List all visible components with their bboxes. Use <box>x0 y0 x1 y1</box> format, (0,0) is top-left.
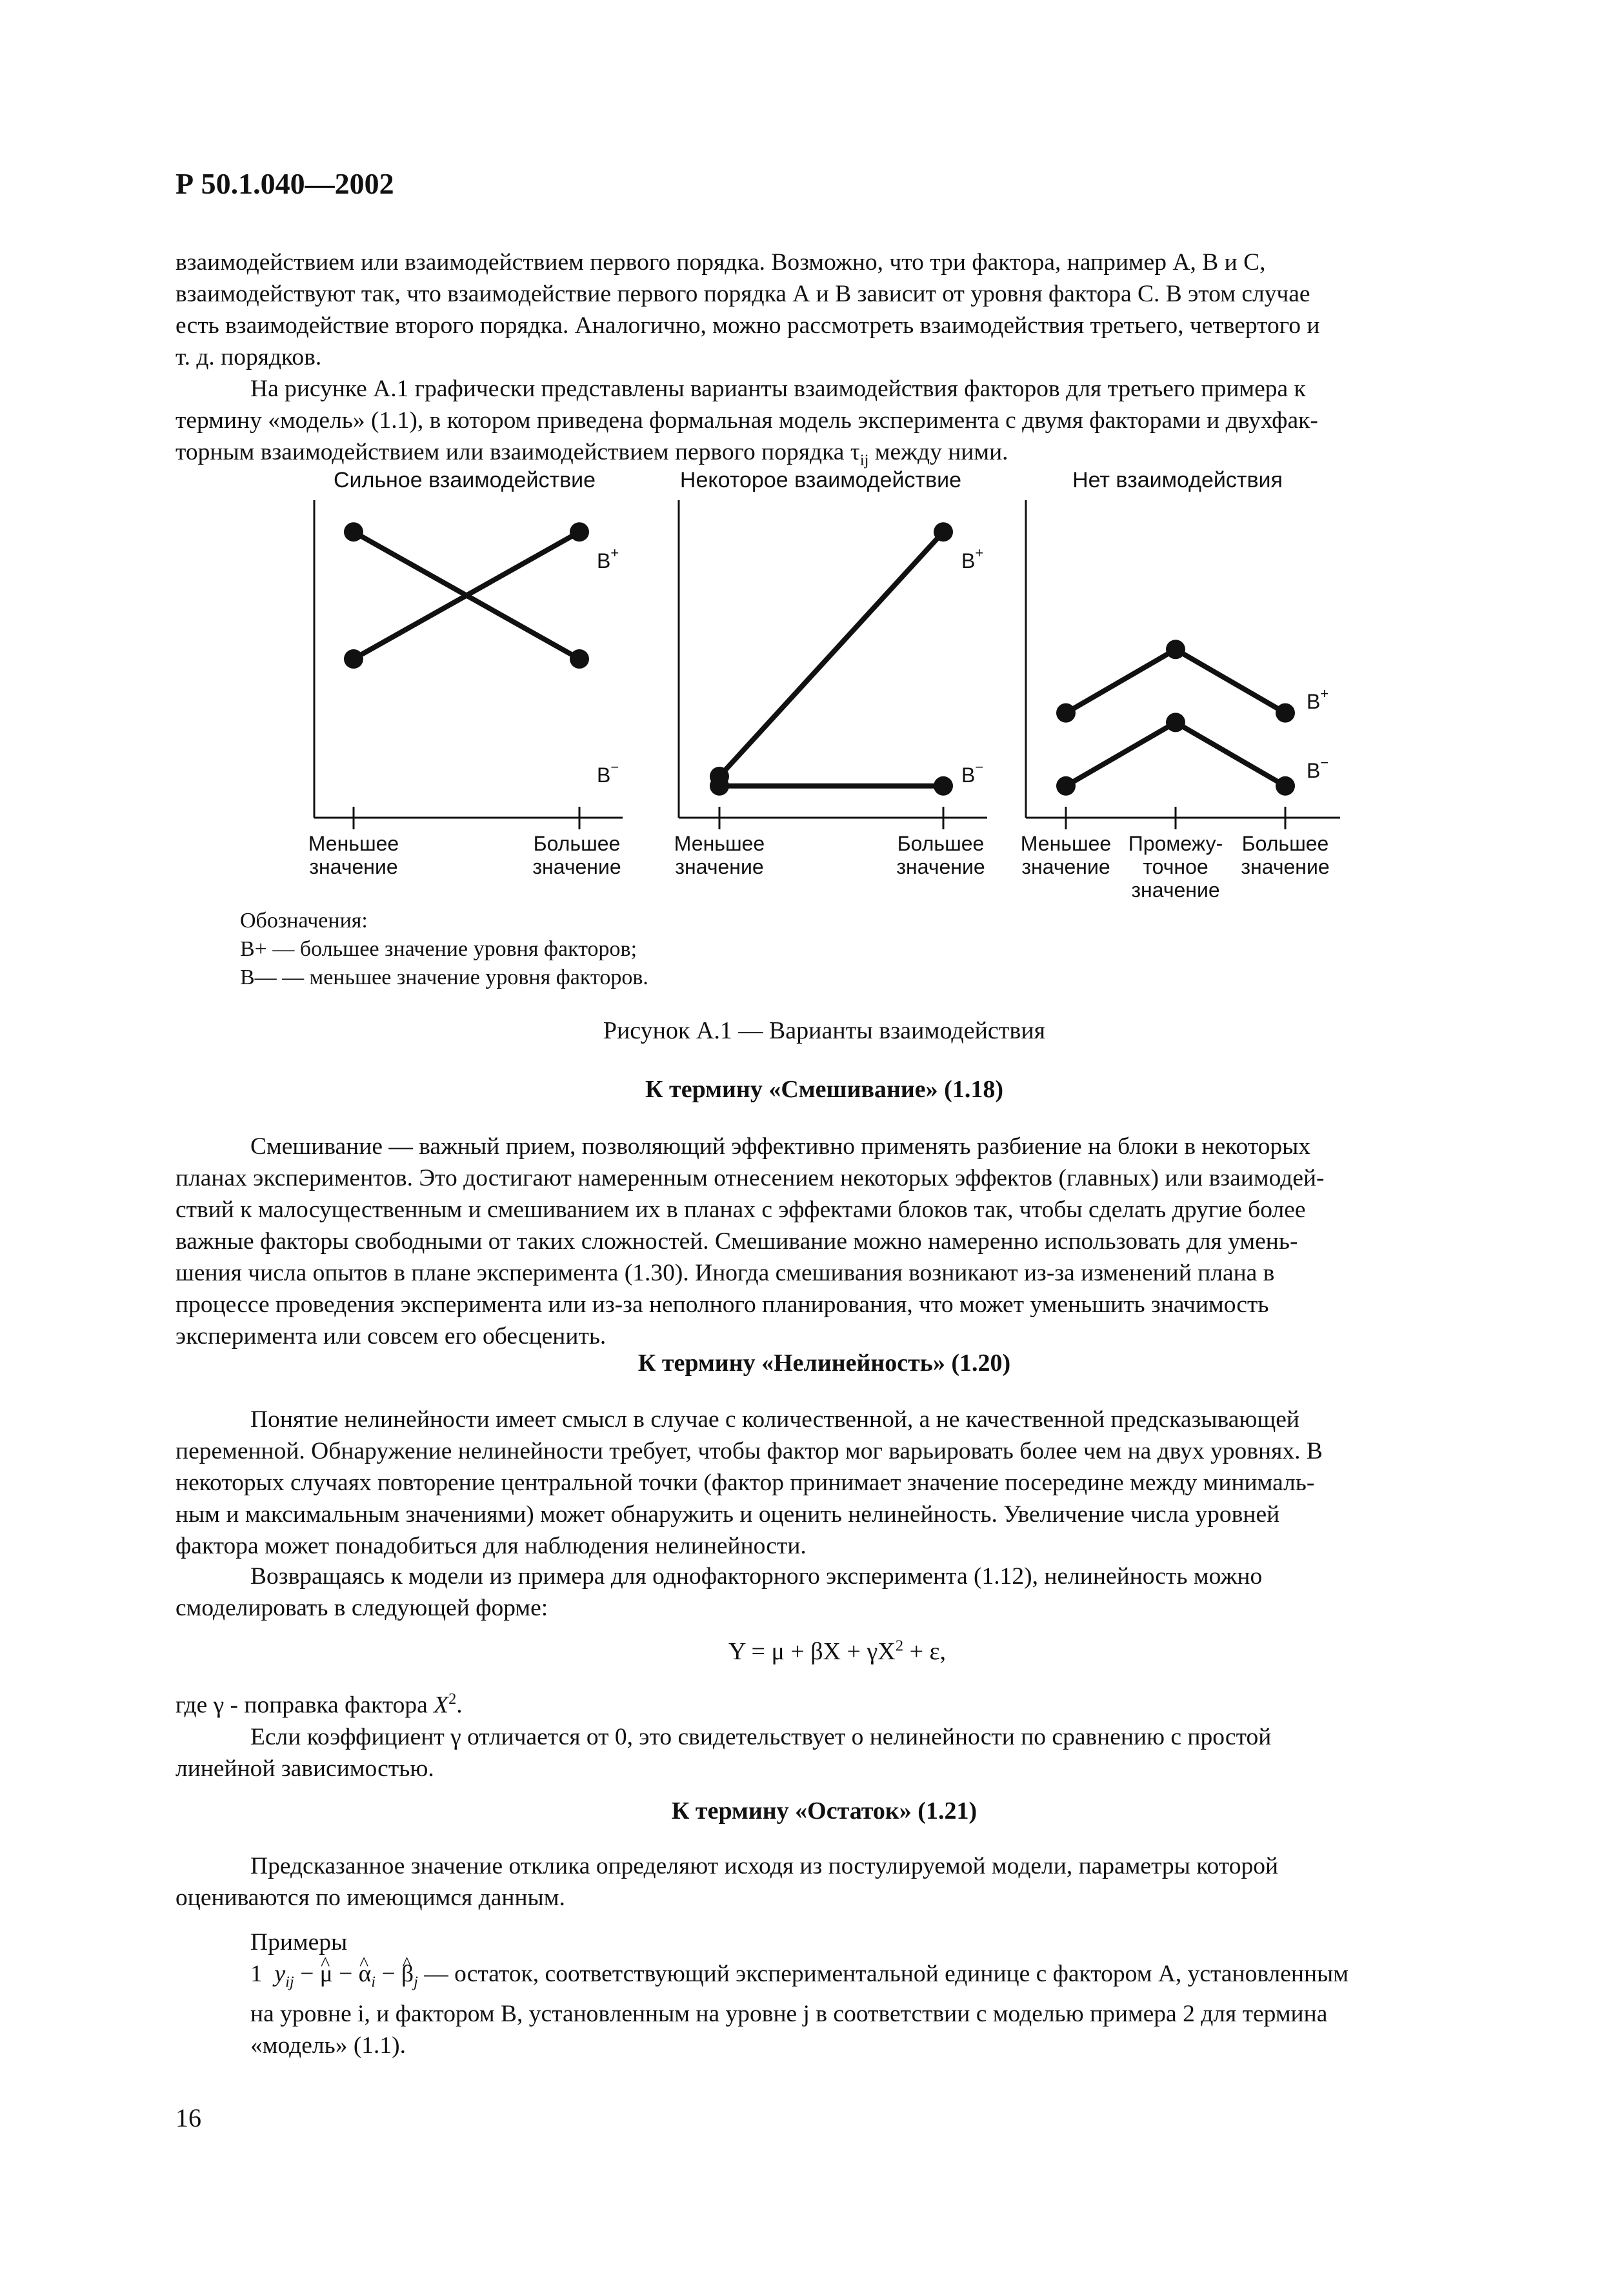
text-line: Понятие нелинейности имеет смысл в случае с количественной, а не качественной предсказывающей <box>250 1406 1299 1433</box>
text-line: где γ - поправка фактора $X^2$. <box>175 1690 463 1719</box>
text-line: На рисунке А.1 графически представлены варианты взаимодействия факторов для третьего примера к <box>250 376 1306 402</box>
data-point <box>1276 776 1295 796</box>
examples-label: Примеры <box>250 1929 348 1956</box>
x-label: значение <box>1241 855 1330 878</box>
data-point <box>570 522 589 541</box>
text-line: смоделировать в следующей форме: <box>175 1595 548 1621</box>
paragraph-mixing <box>175 1131 1473 1352</box>
x-label: значение <box>309 855 398 878</box>
chart-title-strong: Сильное взаимодействие <box>333 468 596 492</box>
text-line: взаимодействием или взаимодействием первого порядка. Возможно, что три фактора, например А, В и С, <box>175 249 1266 276</box>
data-point <box>1056 703 1076 723</box>
series-label-plus: B+ <box>961 545 984 572</box>
data-point <box>1166 640 1185 659</box>
text-line: Если коэффициент γ отличается от 0, это свидетельствует о нелинейности по сравнению с простой <box>250 1723 1272 1750</box>
figure-legend <box>240 907 648 992</box>
data-point <box>1276 703 1295 723</box>
example-line: «модель» (1.1). <box>250 2032 406 2059</box>
x-label: Меньшее <box>308 832 399 855</box>
text-line: ным и максимальным значениями) может обнаружить и оценить нелинейность. Увеличение числа уровней <box>175 1501 1280 1528</box>
text-line: оцениваются по имеющимся данным. <box>175 1885 565 1911</box>
text-line: важные факторы свободными от таких сложностей. Смешивание можно намеренно использовать для умень- <box>175 1228 1298 1255</box>
legend-item: B+ — большее значение уровня факторов; <box>240 937 637 961</box>
text-line: шения числа опытов в плане эксперимента (1.30). Иногда смешивания возникают из-за изменений плана в <box>175 1260 1275 1286</box>
series-label-plus: B+ <box>597 545 619 572</box>
text-line: ствий к малосущественным и смешиванием их в планах с эффектами блоков так, чтобы сделать другие более <box>175 1197 1306 1223</box>
x-label: Большее <box>533 832 621 855</box>
x-label: точное <box>1143 855 1208 878</box>
data-point <box>344 522 363 541</box>
legend-item: B— — меньшее значение уровня факторов. <box>240 966 648 989</box>
interaction-figure <box>0 0 1624 916</box>
text-line: взаимодействуют так, что взаимодействие первого порядка А и В зависит от уровня фактора С. В этом случае <box>175 281 1310 307</box>
x-label: Большее <box>897 832 985 855</box>
x-label: значение <box>1131 878 1220 902</box>
x-label: значение <box>532 855 621 878</box>
paragraph-model-form <box>175 1561 1473 1624</box>
formula-nonlinear: $Y = \mu + \beta X + \gamma X^2 + \varepsilon$, <box>728 1637 946 1665</box>
x-label: значение <box>896 855 985 878</box>
data-point <box>934 776 953 796</box>
paragraph-nonlinearity <box>175 1404 1473 1562</box>
series-label-minus: B− <box>1307 754 1329 782</box>
text-line: линейной зависимостью. <box>175 1755 434 1782</box>
page-number: 16 <box>175 2103 201 2132</box>
text-line: т. д. порядков. <box>175 344 322 370</box>
x-label: значение <box>675 855 764 878</box>
section-heading-mixing: К термину «Смешивание» (1.18) <box>645 1076 1003 1103</box>
series-label-minus: B− <box>597 759 619 787</box>
text-line: есть взаимодействие второго порядка. Аналогично, можно рассмотреть взаимодействия третьего, четвертого и <box>175 312 1320 339</box>
text-line: планах экспериментов. Это достигают намеренным отнесением некоторых эффектов (главных) или взаимодей- <box>175 1165 1325 1191</box>
paragraph-residual <box>175 1850 1473 1914</box>
series-label-plus: B+ <box>1307 685 1329 713</box>
data-point <box>710 776 729 796</box>
x-label: значение <box>1021 855 1110 878</box>
example-line: 1 $y_{ij}$ − ^ μ − ^ $\alpha_i$ − ^ $\beta_j$ — остаток, соответствующий экспериментальной единице с фактором А, установленным <box>250 1958 1473 1998</box>
data-point <box>570 649 589 669</box>
chart-title-some: Некоторое взаимодействие <box>679 468 962 492</box>
paragraph-where <box>175 1683 1473 1785</box>
text-line: термину «модель» (1.1), в котором приведена формальная модель эксперимента с двумя факторами и двухфак- <box>175 407 1318 434</box>
text-line: процессе проведения эксперимента или из-за неполного планирования, что может уменьшить значимость <box>175 1291 1269 1318</box>
figure-caption: Рисунок А.1 — Варианты взаимодействия <box>603 1017 1046 1044</box>
data-point <box>1056 776 1076 796</box>
text-line: переменной. Обнаружение нелинейности требует, чтобы фактор мог варьировать более чем на двух уровнях. В <box>175 1438 1323 1464</box>
data-point <box>344 649 363 669</box>
text-line: эксперимента или совсем его обесценить. <box>175 1323 606 1350</box>
section-heading-residual: К термину «Остаток» (1.21) <box>671 1797 977 1825</box>
text-line: торным взаимодействием или взаимодействием первого порядка $\tau_{ij}$ между ними. <box>175 439 1008 469</box>
examples-block <box>250 1926 1473 2061</box>
example-line: на уровне i, и фактором В, установленным на уровне j в соответствии с моделью примера 2 для термина <box>250 2000 1328 2027</box>
text-line: Предсказанное значение отклика определяют исходя из постулируемой модели, параметры которой <box>250 1853 1279 1879</box>
section-heading-nonlinearity: К термину «Нелинейность» (1.20) <box>637 1350 1011 1377</box>
series-label-minus: B− <box>961 759 984 787</box>
document-code: Р 50.1.040—2002 <box>175 167 394 200</box>
x-label: Большее <box>1241 832 1329 855</box>
series-line-some-plus <box>719 532 943 776</box>
x-label: Меньшее <box>1020 832 1112 855</box>
legend-title: Обозначения: <box>240 909 368 933</box>
chart-title-none: Нет взаимодействия <box>1072 468 1283 492</box>
text-line: фактора может понадобиться для наблюдения нелинейности. <box>175 1533 807 1559</box>
text-line: некоторых случаях повторение центральной точки (фактор принимает значение посередине между минималь- <box>175 1470 1315 1496</box>
data-point <box>1166 713 1185 732</box>
x-label: Промежу- <box>1128 832 1223 855</box>
text-line: Смешивание — важный прием, позволяющий эффективно применять разбиение на блоки в некоторых <box>250 1133 1311 1160</box>
text-line: Возвращаясь к модели из примера для однофакторного эксперимента (1.12), нелинейность можно <box>250 1563 1263 1590</box>
x-label: Меньшее <box>674 832 765 855</box>
data-point <box>934 522 953 541</box>
